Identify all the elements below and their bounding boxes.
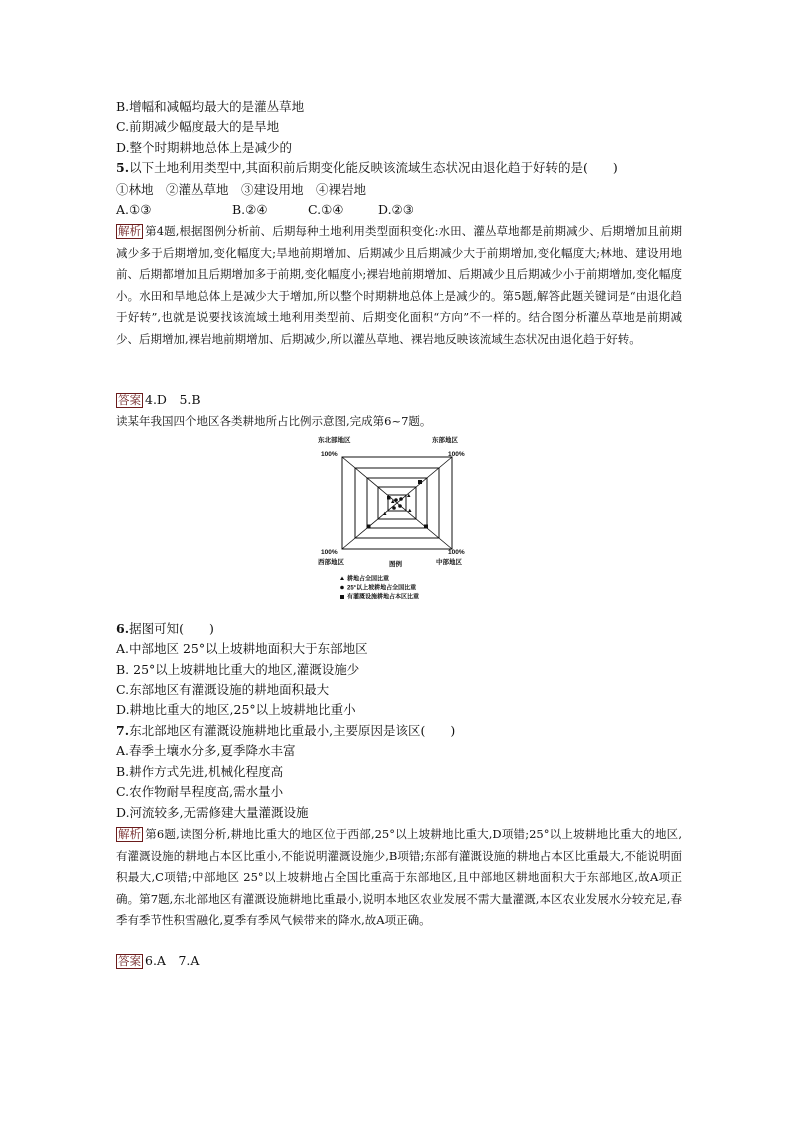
q5-option-c: C.①④ [308, 202, 344, 217]
analysis-text: 第6题,读图分析,耕地比重大的地区位于西部,25°以上坡耕地比重大,D项错;25°以上坡耕地比重大的地区,有灌溉设施的耕地占本区比重小,不能说明灌溉设施少,B项错;东部有灌溉设施的耕地占本区比重最大,不能说明面积最大,C项错;中部地区 25°以上坡耕地占全国比重高于东部地区,且中部地区耕地面积大于东部地区,故A项正确。第7题,东北部地区有灌溉设施耕地比重最小,说明本地区农业发展不需大量灌溉,本区农业发展水分较充足,春季有季节性积雪融化,夏季有季风气候带来的降水,故A项正确。 [116, 827, 682, 927]
diagonals [342, 457, 452, 549]
legend-title: 图例 [389, 561, 402, 568]
q6-option-a: A.中部地区 25°以上坡耕地面积大于东部地区 [116, 641, 368, 656]
q5-option-a: A.①③ [116, 202, 152, 217]
answer-text: 6.A 7.A [145, 953, 200, 968]
q6-number: 6. [116, 621, 130, 636]
q7-option-c: C.农作物耐旱程度高,需水量小 [116, 784, 284, 799]
analysis-tag: 解析 [118, 827, 141, 841]
q5-items: ①林地 ②灌丛草地 ③建设用地 ④裸岩地 [116, 182, 367, 197]
legend-item-1: 耕地占全国比重 [347, 576, 390, 583]
label-central: 中部地区 [436, 559, 462, 566]
pct-se: 100% [448, 549, 465, 556]
square-marker-northeast [387, 496, 391, 500]
q6-option-c: C.东部地区有灌溉设施的耕地面积最大 [116, 682, 330, 697]
q7-stem [116, 721, 686, 741]
legend-square-icon [340, 595, 344, 599]
circle-marker-east [399, 497, 403, 501]
pct-nw: 100% [321, 451, 338, 458]
analysis-text: 第4题,根据图例分析前、后期每种土地利用类型面积变化:水田、灌丛草地都是前期减少、后期增加且前期减少多于后期增加,变化幅度大;旱地前期增加、后期减少且后期减少大于前期增加,变化幅度大;林地、建设用地前、后期都增加且后期增加多于前期,变化幅度小;裸岩地前期增加、后期减少且后期减少小于前期增加,变化幅度小。水田和旱地总体上是减少大于增加,所以整个时期耕地总体上是减少的。第5题,解答此题关键词是“由退化趋于好转”,也就是说要找该流域土地利用类型前、后期变化面积“方向”不一样的。结合图分析灌丛草地是前期减少、后期增加,裸岩地前期增加、后期减少,所以灌丛草地、裸岩地反映该流域生态状况由退化趋于好转。 [116, 224, 682, 346]
legend-item-2: 25°以上坡耕地占全国比重 [347, 585, 417, 592]
analysis-block-1 [116, 221, 682, 350]
q7-stem-text: 东北部地区有灌溉设施耕地比重最小,主要原因是该区( ) [129, 723, 456, 738]
square-marker-east [418, 480, 422, 484]
analysis-tag: 解析 [118, 224, 141, 238]
answer-text: 4.D 5.B [145, 392, 201, 407]
q7-option-b: B.耕作方式先进,机械化程度高 [116, 764, 284, 779]
q5-option-d: D.②③ [378, 202, 414, 217]
q6-option-b: B. 25°以上坡耕地比重大的地区,灌溉设施少 [116, 662, 360, 677]
q5-number: 5. [116, 160, 130, 175]
square-marker-west [367, 525, 371, 529]
circle-marker-northeast [394, 498, 398, 502]
label-west: 西部地区 [318, 559, 344, 566]
q7-option-a: A.春季土壤水分多,夏季降水丰富 [116, 743, 296, 758]
q7-option-d: D.河流较多,无需修建大量灌溉设施 [116, 805, 309, 820]
square-marker-central [424, 525, 428, 529]
triangle-marker-central [408, 509, 412, 512]
q5-option-b: B.②④ [232, 202, 268, 217]
pct-ne: 100% [448, 451, 465, 458]
q4-option-c: C.前期减少幅度最大的是旱地 [116, 119, 280, 134]
q5-options [116, 200, 686, 220]
q6-stem [116, 619, 686, 639]
q5-stem-text: 以下土地利用类型中,其面积前后期变化能反映该流域生态状况由退化趋于好转的是( ) [129, 160, 618, 175]
farmland-ratio-diagram [312, 432, 482, 612]
q4-option-d: D.整个时期耕地总体上是减少的 [116, 140, 293, 155]
q7-number: 7. [116, 723, 130, 738]
answer-block-1 [116, 390, 686, 410]
answer-tag: 答案 [118, 393, 141, 407]
pct-sw: 100% [321, 549, 338, 556]
figure-intro: 读某年我国四个地区各类耕地所占比例示意图,完成第6~7题。 [116, 414, 432, 428]
circle-marker-central [398, 504, 402, 508]
legend-item-3: 有灌溉设施耕地占本区比重 [347, 594, 420, 601]
q6-option-d: D.耕地比重大的地区,25°以上坡耕地比重小 [116, 702, 356, 717]
label-northeast: 东北部地区 [318, 437, 351, 444]
diagram-svg [312, 432, 482, 612]
answer-tag: 答案 [118, 954, 141, 968]
answer-block-2 [116, 951, 686, 971]
q5-stem [116, 158, 686, 178]
legend-triangle-icon [340, 577, 344, 581]
q6-stem-text: 据图可知( ) [129, 621, 214, 636]
q4-option-b: B.增幅和减幅均最大的是灌丛草地 [116, 99, 305, 114]
analysis-block-2 [116, 824, 682, 932]
legend-circle-icon [340, 586, 344, 590]
label-east: 东部地区 [432, 437, 458, 444]
circle-marker-west [392, 506, 396, 510]
